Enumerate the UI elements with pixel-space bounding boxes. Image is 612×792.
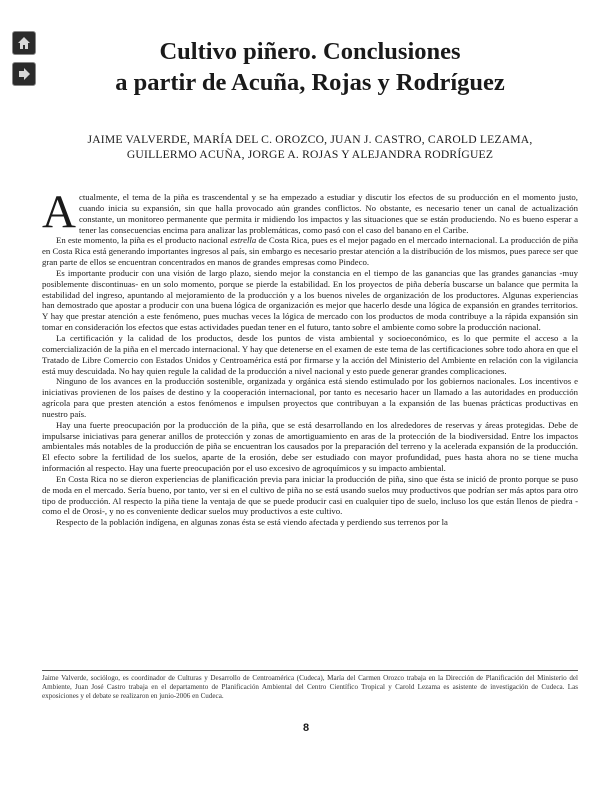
paragraph-8: Respecto de la población indígena, en algunas zonas ésta se está viendo afectada y perdiendo sus terrenos por la [56,517,448,528]
footnote: Jaime Valverde, sociólogo, es coordinador de Culturas y Desarrollo de Centroamérica (Cudeca), María del Carmen Orozco trabaja en la Dirección de Planificación del Ministerio del Ambiente, Juan José Castro trabaja en el departamento de Planificación Ambiental del Centro Científico Tropical y Carold Lezama es asistente de investigación de Cudeca. Las exposiciones y el debate se realizaron en junio-2006 en Cudeca. [42,674,578,701]
drop-cap: A [42,186,76,238]
authors-line-2: GUILLERMO ACUÑA, JORGE A. ROJAS Y ALEJANDRA RODRÍGUEZ [126,148,494,161]
arrow-right-icon [16,66,32,82]
paragraph-4: La certificación y la calidad de los productos, desde los puntos de vista ambiental y socioeconómico, es lo que permite el acceso a la comercialización de la piña en el mercado internacional. Y hay que detenerse en el examen de este tema de las certificaciones sobre todo ahora en que el Tratado de Libre Comercio con Estados Unidos y Centroamérica está por firmarse y la acción del Ministerio del Ambiente en relación con la vigilancia está muy descuidada. No hay quien regule la calidad de la producción a nivel nacional y esto puede generar grandes complicaciones. [42,332,578,376]
home-button[interactable] [12,31,36,55]
paragraph-2-italic: estrella [230,235,257,246]
paragraph-7: En Costa Rica no se dieron experiencias de planificación previa para iniciar la producción de piña, sino que ésta se inició de pronto porque se puso de moda en el mercado. Sería bueno, por tanto, ver si en el cultivo de piña no se está usando suelos muy productivos que podrían ser más aptos para otro tipo de producción. Al respecto la piña tiene la ventaja de que se puede producir casi en cualquier tipo de suelo, incluso los que están llenos de piedra -como el de Orosi-, y no es conveniente dedicar suelos muy productivos a este cultivo. [42,473,578,517]
paragraph-1-text: ctualmente, el tema de la piña es trascendental y se ha empezado a estudiar y discutir los efectos de su producción en el momento justo, cuando inicia su expansión, sin que halla provocado aún grandes conflictos. No obstante, es necesario tener un canal de actualización constante, un monitoreo permanente que permita ir midiendo los impactos y las situaciones que se están produciendo. No es bueno esperar a tener las consecuencias encima para analizar las problemáticas, como pasó con el caso del banano en el Caribe. [78,192,578,235]
footnote-divider [42,670,578,671]
paragraph-2 [42,235,578,268]
paragraph-6: Hay una fuerte preocupación por la producción de la piña, que se está desarrollando en los alrededores de reservas y áreas protegidas. Debe de impulsarse iniciativas para generar anillos de protección y zonas de amortiguamiento en aras de la protección de la biodiversidad. Entre los impactos ambientales más notables de la producción de piña se encuentran los causados por la preparación del terreno y la acelerada expansión de la producción. El efecto sobre la fertilidad de los suelos, aparte de la erosión, debe ser estudiado con mayor profundidad, pues hasta ahora no se tiene mucha información al respecto. Hay una fuerte preocupación por el uso excesivo de agroquímicos y su impacto ambiental. [42,419,578,474]
paragraph-3: Es importante producir con una visión de largo plazo, siendo mejor la constancia en el tiempo de las ganancias que las grandes ganancias -muy posiblemente discontinuas- en un solo momento, porque se pierde la estabilidad. En los proyectos de piña debería buscarse un balance que permita la estabilidad del ingreso, apuntando al mejoramiento de la producción y a los buenos niveles de organización de los productores. Algunas experiencias han demostrado que apostar a producir con una buena lógica de organización es mejor que hacerlo desde una lógica de expansión en grandes territorios. Y hay que prestar atención a este fenómeno, pues muchas veces la lógica de mercado con los productos de moda contribuye a la rápida expansión sin tomar en consideración los efectos que estas actividades puedan tener en el futuro, tanto sobre el ambiente como sobre la producción nacional. [42,267,578,333]
paragraph-2-text-b: de Costa Rica, pues es el mejor pagado en el mercado internacional. La producción de piña en Costa Rica está generando importantes ingresos al país, sin embargo es necesario prestar atención a la distribución de los mismos, pues parece ser que gran parte de ellos se encuentran concentrados en manos de grandes empresas como Pindeco. [42,235,578,268]
article-title [60,36,560,98]
article-body [42,186,578,528]
page-number: 8 [302,722,310,734]
title-line-1: Cultivo piñero. Conclusiones [159,38,461,65]
authors-line-1: JAIME VALVERDE, MARÍA DEL C. OROZCO, JUAN J. CASTRO, CAROLD LEZAMA, [87,133,533,146]
paragraph-2-text-a: En este momento, la piña es el producto nacional [56,235,231,246]
paragraph-1 [42,186,578,238]
paragraph-5: Ninguno de los avances en la producción sostenible, organizada y orgánica está siendo estimulado por los gobiernos nacionales. Los incentivos e iniciativas provienen de los países de destino y la cooperación internacional, por tanto es necesario hacer un llamado a las autoridades en producción agrícola para que presten atención a estos fenómenos e impulsen proyectos que contribuyan a la expansión de las buenas prácticas productivas en nuestro país. [42,376,578,419]
title-line-2: a partir de Acuña, Rojas y Rodríguez [115,69,505,96]
home-icon [16,35,32,51]
author-list [60,132,560,162]
next-page-button[interactable] [12,62,36,86]
